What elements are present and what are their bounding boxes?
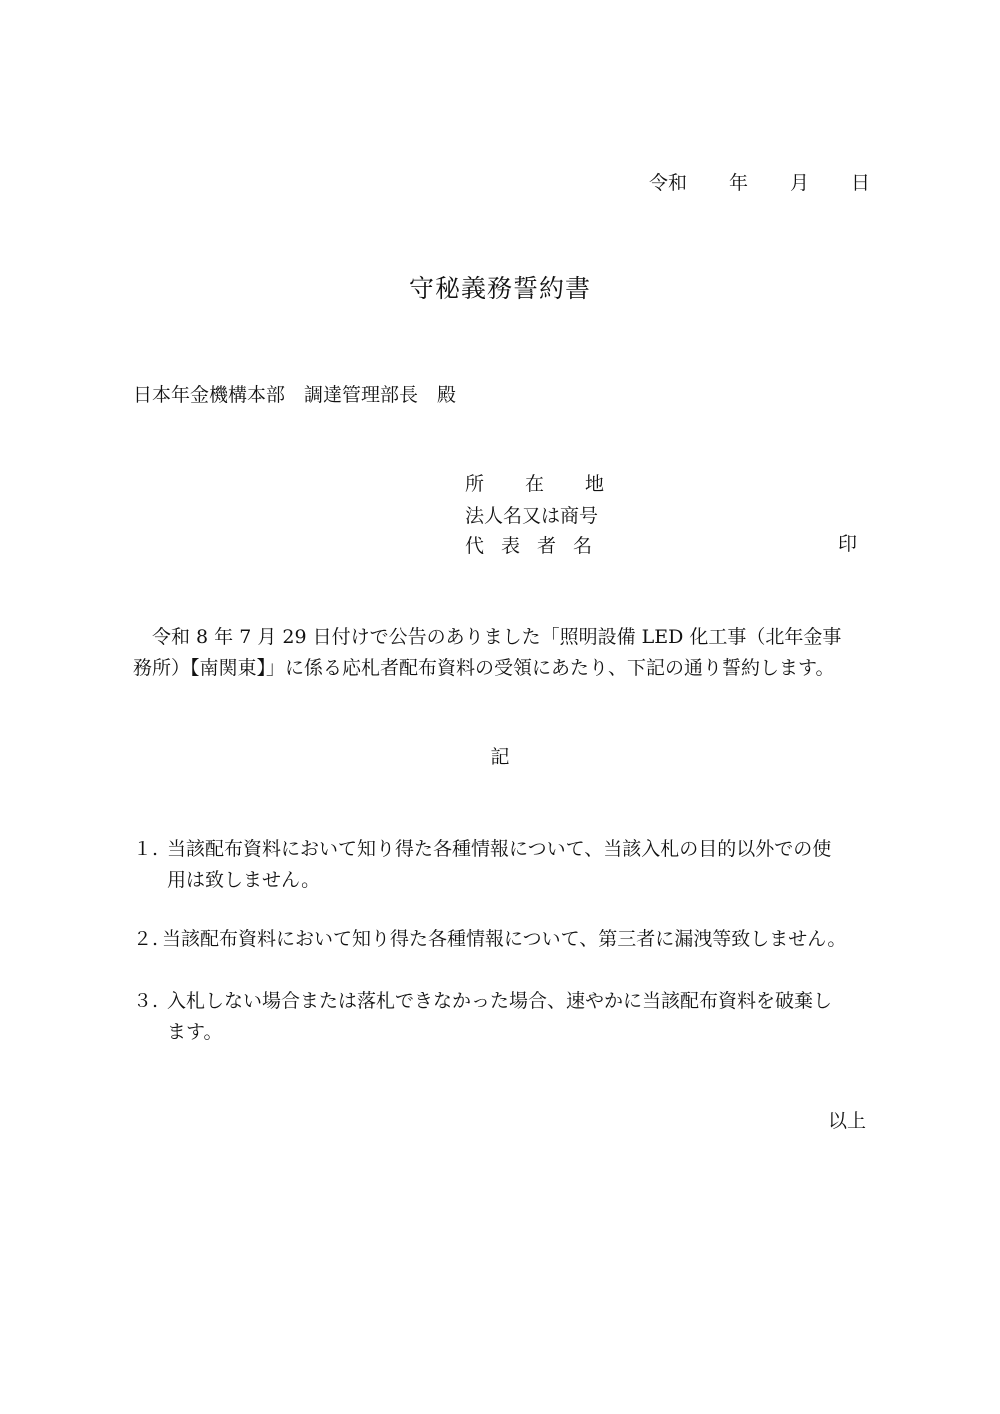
location-char: 在 (525, 473, 545, 495)
location-char: 地 (585, 473, 605, 495)
item-line: 用は致しません。 (167, 869, 321, 891)
list-item (133, 986, 873, 1048)
representative-char: 者 (537, 535, 557, 557)
addressee: 日本年金機構本部 調達管理部長 殿 (133, 384, 457, 406)
item-line: 入札しない場合または落札できなかった場合、速やかに当該配布資料を破棄し (167, 990, 833, 1012)
intro-paragraph (133, 622, 873, 684)
representative-char: 代 (465, 535, 485, 557)
representative-char: 表 (501, 535, 521, 557)
item-line: ます。 (167, 1021, 223, 1043)
seal-mark: 印 (838, 533, 858, 555)
list-item (133, 834, 873, 896)
date-month-label: 月 (790, 172, 810, 194)
date-year-label: 年 (729, 172, 749, 194)
item-number: ２. (133, 928, 159, 950)
location-char: 所 (465, 473, 485, 495)
sender-representative-label (465, 537, 592, 556)
item-number: ３. (133, 990, 159, 1012)
ki-heading: 記 (490, 746, 510, 768)
item-number: １. (133, 838, 159, 860)
sender-corporation-label: 法人名又は商号 (465, 505, 599, 527)
item-line: 当該配布資料において知り得た各種情報について、第三者に漏洩等致しません。 (162, 928, 847, 950)
intro-line-1: 令和 8 年 7 月 29 日付けで公告のありました「照明設備 LED 化工事（北年金事 (152, 626, 842, 648)
item-line: 当該配布資料において知り得た各種情報について、当該入札の目的以外での使 (167, 838, 832, 860)
document-title: 守秘義務誓約書 (408, 274, 591, 303)
representative-char: 名 (573, 535, 593, 557)
date-day-label: 日 (851, 172, 871, 194)
document-date (649, 174, 870, 193)
date-era: 令和 (649, 172, 688, 194)
sender-location-label (465, 475, 604, 494)
intro-line-2: 務所）【南関東】」に係る応札者配布資料の受領にあたり、下記の通り誓約します。 (133, 657, 835, 679)
list-item (133, 924, 873, 955)
closing-mark: 以上 (828, 1110, 867, 1132)
